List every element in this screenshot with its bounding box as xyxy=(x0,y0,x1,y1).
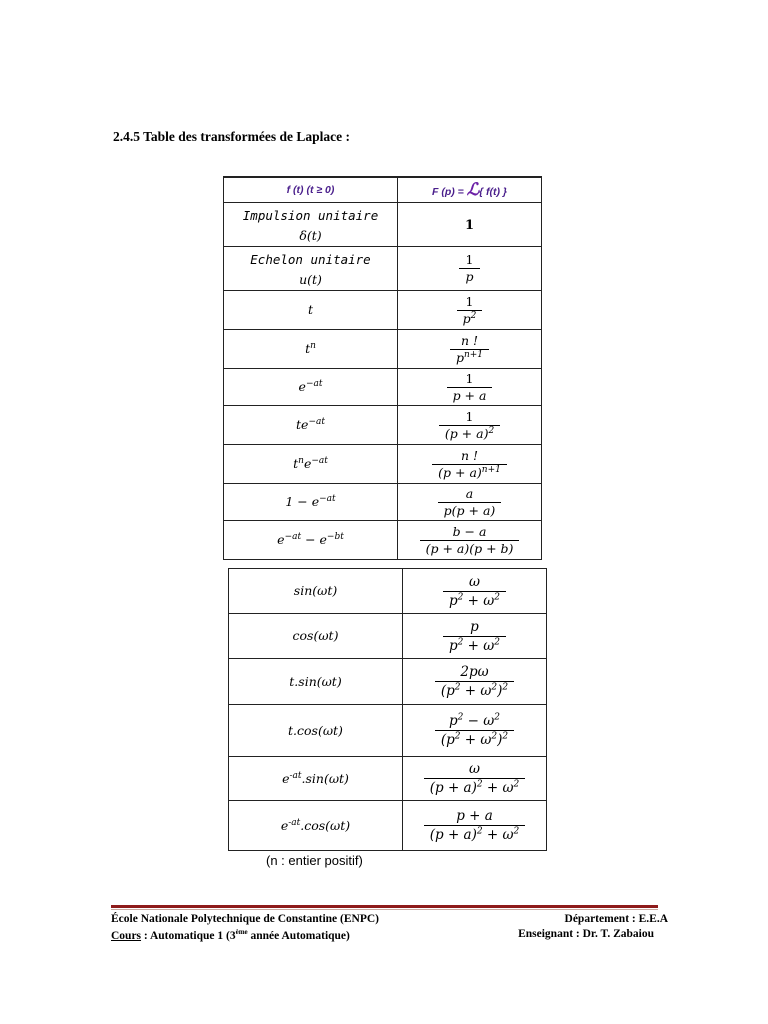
cell-F xyxy=(398,330,542,369)
table-row xyxy=(229,614,547,659)
F-denominator: $(p + a)^2 + \omega^2$ xyxy=(424,825,526,843)
footnote: (n : entier positif) xyxy=(266,853,363,868)
table-row xyxy=(224,445,542,484)
F-denominator: $(p + a)^2 + \omega^2$ xyxy=(424,778,526,796)
header-laplace-function xyxy=(398,177,542,203)
F-numerator: $p^2 - \omega^2$ xyxy=(448,712,501,729)
footer-teacher: Enseignant : Dr. T. Zabaiou xyxy=(518,928,654,940)
cell-f xyxy=(224,247,398,291)
F-fraction xyxy=(424,761,526,796)
cell-F xyxy=(398,406,542,445)
F-denominator: $(p^2 + \omega^2)^2$ xyxy=(435,730,514,748)
cell-f xyxy=(229,757,403,801)
cell-F xyxy=(403,757,547,801)
footer-school: École Nationale Polytechnique de Constantine (ENPC) xyxy=(111,913,380,925)
cell-F xyxy=(398,369,542,406)
cell-F xyxy=(398,484,542,521)
F-fraction xyxy=(443,574,506,609)
cell-f xyxy=(224,330,398,369)
F-denominator: $(p + a)^2$ xyxy=(439,425,500,441)
table-row xyxy=(224,330,542,369)
f-expression: $e^{-at}$ xyxy=(298,378,323,394)
cell-F xyxy=(398,521,542,560)
F-numerator: 2pω xyxy=(460,664,489,680)
F-numerator: 1 xyxy=(465,370,474,386)
F-fraction xyxy=(457,295,483,326)
cell-f xyxy=(229,801,403,851)
table-row xyxy=(224,247,542,291)
F-numerator: ω xyxy=(468,761,480,777)
section-title: 2.4.5 Table des transformées de Laplace : xyxy=(113,129,350,144)
F-denominator: $p^2 + \omega^2$ xyxy=(443,636,506,654)
f-expression: $te^{-at}$ xyxy=(296,416,325,432)
F-expression: 1 xyxy=(464,217,475,233)
f-expression: $e^{-at}.\sin(\omega t)$ xyxy=(282,770,349,786)
F-fraction xyxy=(435,713,514,748)
F-numerator: n ! xyxy=(460,332,479,348)
table-row xyxy=(224,521,542,560)
cell-F xyxy=(398,445,542,484)
f-expression: t.sin(ωt) xyxy=(289,673,342,689)
F-fraction xyxy=(447,372,493,403)
F-denominator: $p^{n+1}$ xyxy=(450,349,489,365)
F-numerator: n ! xyxy=(460,447,479,463)
f-expression: δ(t) xyxy=(299,227,322,243)
cell-F xyxy=(403,614,547,659)
f-expression: u(t) xyxy=(299,271,322,287)
f-expression: cos(ωt) xyxy=(292,628,339,643)
table-row xyxy=(229,705,547,757)
f-expression: t.cos(ωt) xyxy=(288,722,343,738)
F-fraction xyxy=(438,487,502,518)
F-numerator: p + a xyxy=(456,808,493,824)
footer-department: Département : E.E.A xyxy=(564,913,668,925)
cell-f xyxy=(224,445,398,484)
cell-f xyxy=(229,659,403,705)
laplace-table-2 xyxy=(228,568,547,851)
F-numerator: a xyxy=(465,485,474,501)
footer-rule-light xyxy=(111,909,658,910)
table-row xyxy=(229,659,547,705)
table-row xyxy=(229,569,547,614)
header-time-function: f (t) (t ≥ 0) xyxy=(224,177,398,203)
cell-f xyxy=(224,521,398,560)
F-numerator: p xyxy=(470,618,479,635)
F-denominator: (p + a)(p + b) xyxy=(420,540,520,556)
F-fraction xyxy=(443,619,506,654)
F-denominator: p xyxy=(459,268,479,284)
F-denominator: $(p + a)^{n+1}$ xyxy=(432,464,507,480)
F-fraction xyxy=(432,449,507,480)
header-suffix: { f(t) } xyxy=(478,186,507,198)
cell-f xyxy=(229,569,403,614)
cell-F xyxy=(403,801,547,851)
cell-f xyxy=(224,484,398,521)
f-expression: $e^{-at}.\cos(\omega t)$ xyxy=(280,817,351,833)
f-expression: $1 - e^{-at}$ xyxy=(285,493,336,509)
table-row xyxy=(229,757,547,801)
F-fraction xyxy=(435,664,514,699)
f-expression: t xyxy=(307,302,314,317)
F-numerator: 1 xyxy=(465,408,474,424)
header-prefix: F (p) = xyxy=(432,186,467,198)
F-numerator: 1 xyxy=(465,293,474,309)
F-numerator: 1 xyxy=(465,252,474,267)
f-expression: $t^n$ xyxy=(305,340,316,356)
F-fraction xyxy=(420,525,520,556)
F-fraction xyxy=(424,808,526,843)
F-denominator: p(p + a) xyxy=(438,502,502,518)
table-row xyxy=(224,406,542,445)
cell-f xyxy=(224,369,398,406)
cell-F xyxy=(398,291,542,330)
F-fraction xyxy=(450,334,489,365)
f-label: Impulsion unitaire xyxy=(242,207,379,223)
f-label: Echelon unitaire xyxy=(250,251,371,267)
cell-F xyxy=(398,247,542,291)
F-denominator: $p^2 + \omega^2$ xyxy=(443,591,506,609)
cell-F xyxy=(403,705,547,757)
F-denominator: $p^2$ xyxy=(457,310,483,326)
F-denominator: p + a xyxy=(447,387,493,403)
cell-f xyxy=(229,614,403,659)
cell-F xyxy=(403,659,547,705)
cell-f xyxy=(229,705,403,757)
table-row xyxy=(224,484,542,521)
laplace-symbol: ℒ xyxy=(466,180,479,199)
F-numerator: ω xyxy=(468,573,480,590)
f-expression: sin(ωt) xyxy=(293,583,338,598)
table-row xyxy=(224,203,542,247)
cell-f xyxy=(224,203,398,247)
footer-rule xyxy=(111,905,658,908)
footer-course-label: Cours xyxy=(111,929,142,942)
F-denominator: $(p^2 + \omega^2)^2$ xyxy=(435,681,514,699)
F-numerator: b − a xyxy=(452,523,487,539)
cell-f xyxy=(224,291,398,330)
table-header-row xyxy=(224,177,542,203)
laplace-table-1 xyxy=(223,176,542,560)
footer-course: Cours : Automatique 1 (3ème année Automatique) xyxy=(111,928,350,942)
f-expression: $e^{-at} - e^{-bt}$ xyxy=(277,531,344,547)
cell-F xyxy=(403,569,547,614)
table-row xyxy=(224,369,542,406)
cell-F xyxy=(398,203,542,247)
cell-f xyxy=(224,406,398,445)
table-row xyxy=(224,291,542,330)
F-fraction xyxy=(439,410,500,441)
F-fraction xyxy=(459,253,479,284)
table-row xyxy=(229,801,547,851)
f-expression: $t^ne^{-at}$ xyxy=(293,455,328,471)
